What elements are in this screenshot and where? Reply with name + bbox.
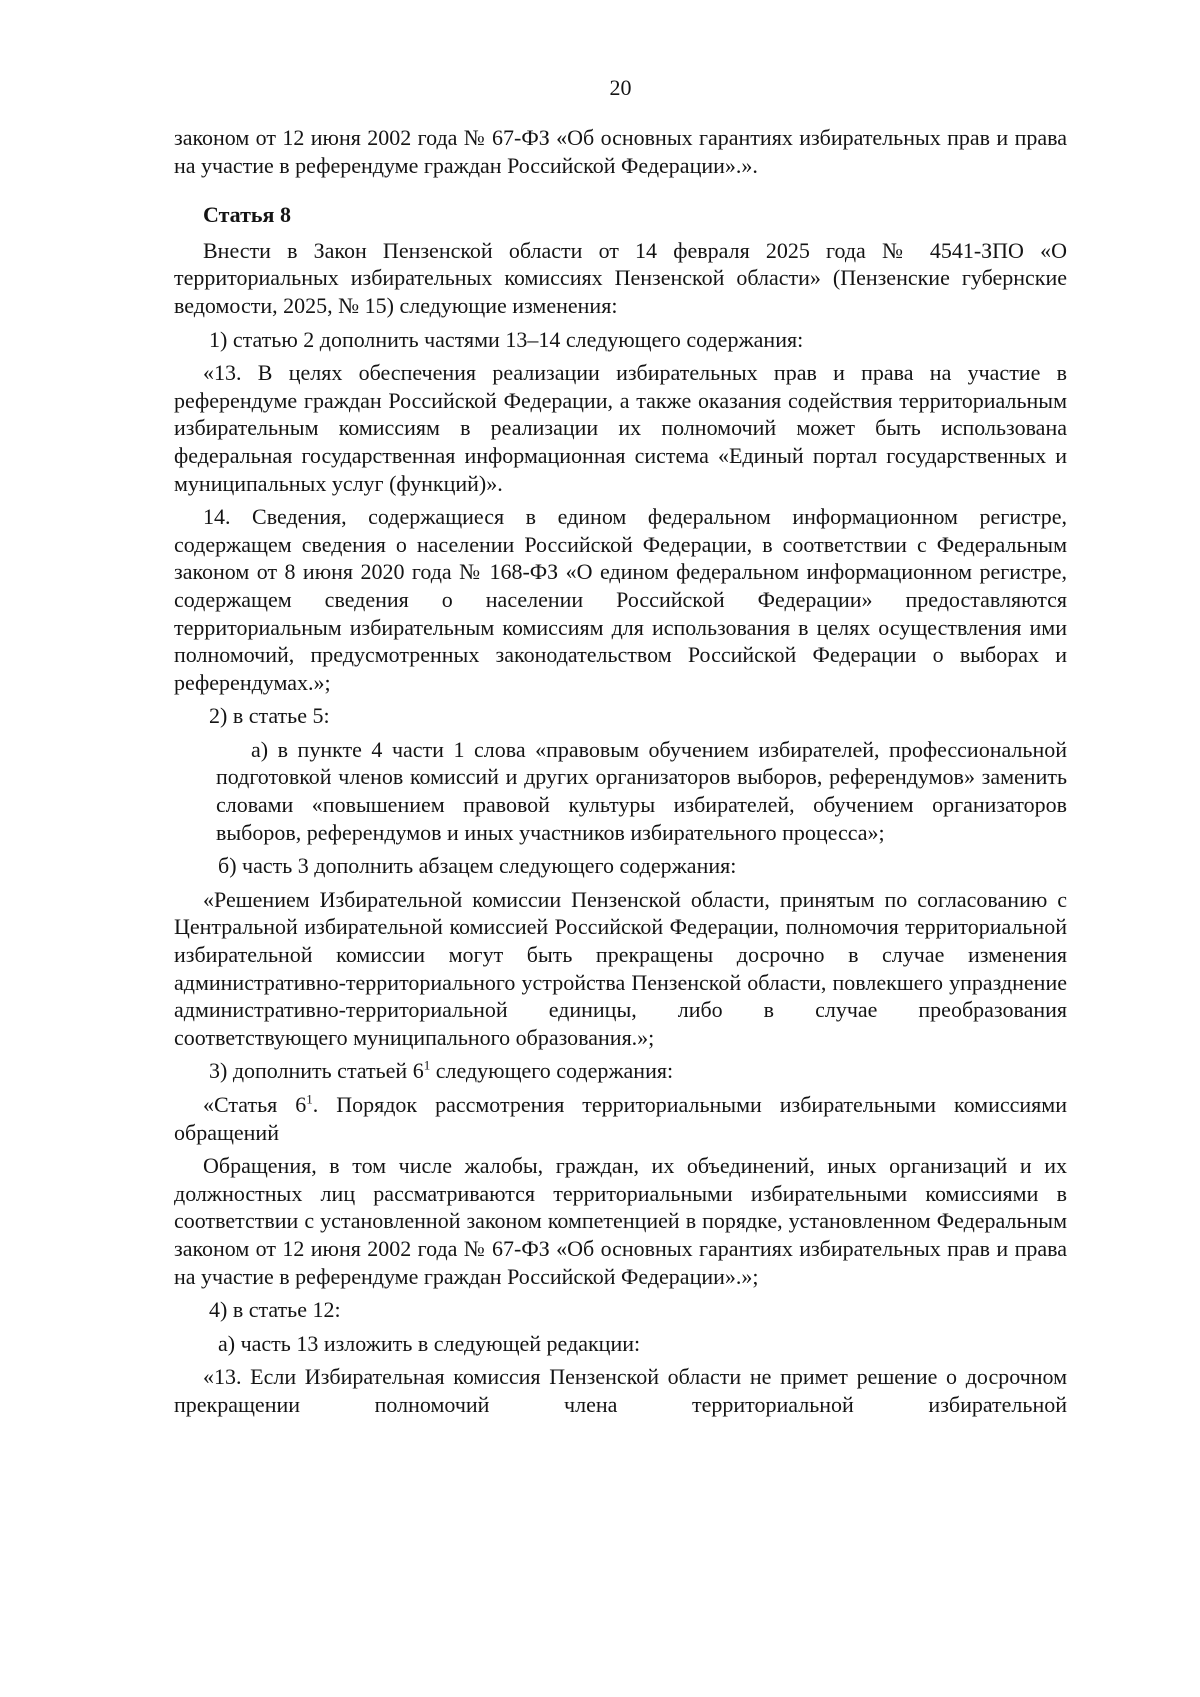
part-13-new: «13. Если Избирательная комиссия Пензенской области не примет решение о досрочном прекращении полномочий члена территориальной избирательной: [174, 1364, 1067, 1417]
part-14: 14. Сведения, содержащиеся в едином федеральном информационном регистре, содержащем сведения о населении Российской Федерации, в соответствии с Федеральным законом от 8 июня 2020 года № 168-ФЗ «О едином федеральном информационном регистре, содержащем сведения о населении Российской Федерации» предоставляются территориальным избирательным комиссиям для использования в целях осуществления ими полномочий, предусмотренных законодательством Российской Федерации о выборах и референдумах.»;: [174, 504, 1067, 695]
item-3-text-end: следующего содержания:: [430, 1058, 674, 1084]
lead-paragraph: законом от 12 июня 2002 года № 67-ФЗ «Об основных гарантиях избирательных прав и права на участие в референдуме граждан Российской Федерации».».: [174, 125, 1067, 178]
item-3: [174, 1057, 1067, 1085]
article-6-1-body: Обращения, в том числе жалобы, граждан, их объединений, иных организаций и их должностных лиц рассматриваются территориальными избирательными комиссиями в соответствии с установленной законом компетенцией в порядке, установленном Федеральным законом от 12 июня 2002 года № 67-ФЗ «Об основных гарантиях избирательных прав и права на участие в референдуме граждан Российской Федерации».»;: [174, 1153, 1067, 1289]
article-6-1-superscript: 1: [306, 1091, 313, 1107]
article-title: Статья 8: [203, 202, 291, 228]
item-4: 4) в статье 12:: [209, 1297, 341, 1323]
part-13: «13. В целях обеспечения реализации избирательных прав и права на участие в референдуме граждан Российской Федерации, а также оказания содействия территориальным избирательным комиссиям в реализации их полномочий может быть использована федеральная государственная информационная система «Единый портал государственных и муниципальных услуг (функций)».: [174, 360, 1067, 496]
item-3-text: 3) дополнить статьей 6: [209, 1058, 424, 1084]
item-1: 1) статью 2 дополнить частями 13–14 следующего содержания:: [209, 326, 804, 352]
item-3-superscript: 1: [423, 1058, 431, 1074]
item-4a: а) часть 13 изложить в следующей редакции:: [218, 1330, 641, 1356]
article-6-1-title: [174, 1091, 1067, 1146]
item-2b-text: «Решением Избирательной комиссии Пензенской области, принятым по согласованию с Центральной избирательной комиссией Российской Федерации, полномочия территориальной избирательной комиссии могут быть прекращены досрочно в случае изменения административно-территориального устройства Пензенской области, повлекшего упразднение административно-территориальной единицы, либо в случае преобразования соответствующего муниципального образования.»;: [174, 886, 1067, 1050]
article-6-1-title-text: «Статья 6: [203, 1092, 307, 1117]
item-2a: а) в пункте 4 части 1 слова «правовым обучением избирателей, профессиональной подготовкой членов комиссий и других организаторов выборов, референдумов» заменить словами «повышением правовой культуры избирателей, обучением организаторов выборов, референдумов и иных участников избирательного процесса»;: [216, 736, 1067, 845]
article-6-1-title-end: . Порядок рассмотрения территориальными избирательными комиссиями обращений: [174, 1092, 1067, 1145]
document-page: [174, 60, 1067, 1419]
item-2b: б) часть 3 дополнить абзацем следующего содержания:: [218, 853, 737, 879]
article-intro: Внести в Закон Пензенской области от 14 февраля 2025 года № 4541-ЗПО «О территориальных избирательных комиссиях Пензенской области» (Пензенские губернские ведомости, 2025, № 15) следующие изменения:: [174, 237, 1067, 318]
item-2: 2) в статье 5:: [209, 703, 330, 729]
page-number: 20: [609, 75, 632, 100]
